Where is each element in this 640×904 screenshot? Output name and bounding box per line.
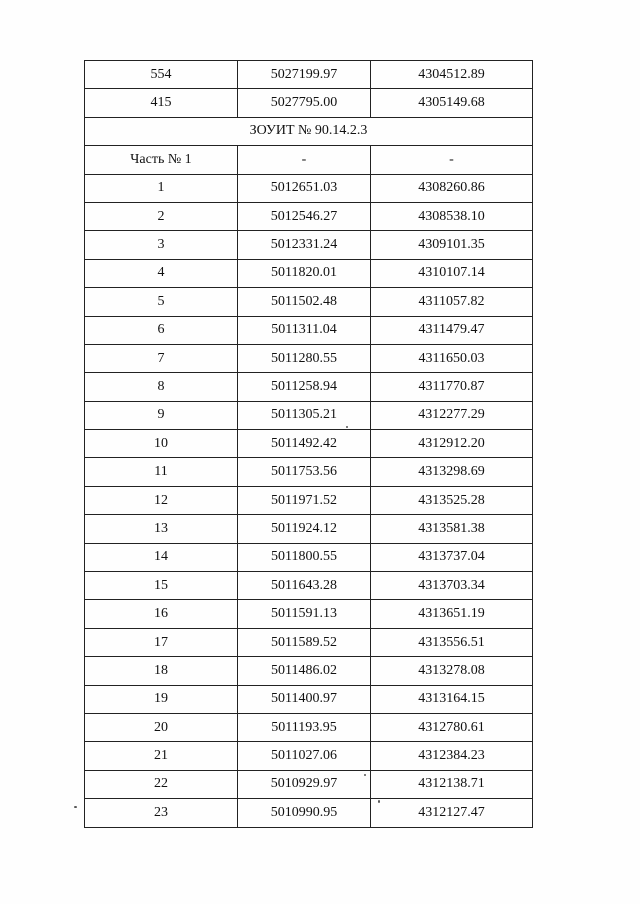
- point-number-cell: 16: [85, 600, 238, 628]
- point-number-cell: 11: [85, 458, 238, 486]
- scan-speck: [346, 426, 348, 428]
- point-number-cell: 23: [85, 799, 238, 827]
- section-header-row: [85, 117, 533, 145]
- y-coordinate-cell: 4313278.08: [371, 657, 533, 685]
- point-number-cell: 17: [85, 628, 238, 656]
- point-number-cell: 10: [85, 430, 238, 458]
- table-row: [85, 770, 533, 798]
- x-coordinate-cell: 5011753.56: [238, 458, 371, 486]
- y-coordinate-cell: 4308538.10: [371, 202, 533, 230]
- point-number-cell: 7: [85, 344, 238, 372]
- y-coordinate-cell: -: [371, 146, 533, 174]
- point-number-cell: 5: [85, 288, 238, 316]
- y-coordinate-cell: 4308260.86: [371, 174, 533, 202]
- y-coordinate-cell: 4313651.19: [371, 600, 533, 628]
- x-coordinate-cell: 5011589.52: [238, 628, 371, 656]
- x-coordinate-cell: 5011305.21: [238, 401, 371, 429]
- part-row: [85, 146, 533, 174]
- table-row: [85, 572, 533, 600]
- point-number-cell: 6: [85, 316, 238, 344]
- table-row: [85, 742, 533, 770]
- table-row: [85, 316, 533, 344]
- point-number-cell: 4: [85, 259, 238, 287]
- table-row: [85, 628, 533, 656]
- x-coordinate-cell: 5012331.24: [238, 231, 371, 259]
- x-coordinate-cell: 5011591.13: [238, 600, 371, 628]
- section-title: ЗОУИТ № 90.14.2.3: [85, 117, 533, 145]
- table-row: [85, 89, 533, 117]
- x-coordinate-cell: 5011820.01: [238, 259, 371, 287]
- table-row: [85, 543, 533, 571]
- point-number-cell: 22: [85, 770, 238, 798]
- x-coordinate-cell: 5011502.48: [238, 288, 371, 316]
- table-row: [85, 61, 533, 89]
- table-row: [85, 174, 533, 202]
- table-row: [85, 373, 533, 401]
- y-coordinate-cell: 4311770.87: [371, 373, 533, 401]
- x-coordinate-cell: 5011486.02: [238, 657, 371, 685]
- x-coordinate-cell: 5011400.97: [238, 685, 371, 713]
- table-row: [85, 713, 533, 741]
- point-number-cell: 9: [85, 401, 238, 429]
- x-coordinate-cell: 5010929.97: [238, 770, 371, 798]
- table-row: [85, 259, 533, 287]
- table-row: [85, 657, 533, 685]
- x-coordinate-cell: 5027795.00: [238, 89, 371, 117]
- coordinates-table-body: [85, 61, 533, 828]
- table-row: [85, 288, 533, 316]
- point-number-cell: 554: [85, 61, 238, 89]
- point-number-cell: 20: [85, 713, 238, 741]
- part-label-cell: Часть № 1: [85, 146, 238, 174]
- x-coordinate-cell: 5011971.52: [238, 486, 371, 514]
- scan-speck: [364, 774, 366, 776]
- x-coordinate-cell: -: [238, 146, 371, 174]
- y-coordinate-cell: 4312138.71: [371, 770, 533, 798]
- y-coordinate-cell: 4312384.23: [371, 742, 533, 770]
- point-number-cell: 1: [85, 174, 238, 202]
- table-row: [85, 344, 533, 372]
- table-row: [85, 799, 533, 827]
- y-coordinate-cell: 4305149.68: [371, 89, 533, 117]
- table-row: [85, 685, 533, 713]
- y-coordinate-cell: 4313298.69: [371, 458, 533, 486]
- x-coordinate-cell: 5012546.27: [238, 202, 371, 230]
- x-coordinate-cell: 5027199.97: [238, 61, 371, 89]
- point-number-cell: 13: [85, 515, 238, 543]
- point-number-cell: 18: [85, 657, 238, 685]
- point-number-cell: 15: [85, 572, 238, 600]
- table-row: [85, 401, 533, 429]
- x-coordinate-cell: 5011924.12: [238, 515, 371, 543]
- y-coordinate-cell: 4311479.47: [371, 316, 533, 344]
- table-row: [85, 486, 533, 514]
- table-row: [85, 515, 533, 543]
- y-coordinate-cell: 4311057.82: [371, 288, 533, 316]
- x-coordinate-cell: 5011280.55: [238, 344, 371, 372]
- y-coordinate-cell: 4304512.89: [371, 61, 533, 89]
- x-coordinate-cell: 5011311.04: [238, 316, 371, 344]
- x-coordinate-cell: 5011492.42: [238, 430, 371, 458]
- table-row: [85, 202, 533, 230]
- x-coordinate-cell: 5011258.94: [238, 373, 371, 401]
- table-row: [85, 430, 533, 458]
- x-coordinate-cell: 5011800.55: [238, 543, 371, 571]
- point-number-cell: 21: [85, 742, 238, 770]
- point-number-cell: 2: [85, 202, 238, 230]
- y-coordinate-cell: 4312277.29: [371, 401, 533, 429]
- y-coordinate-cell: 4313525.28: [371, 486, 533, 514]
- y-coordinate-cell: 4313581.38: [371, 515, 533, 543]
- y-coordinate-cell: 4313556.51: [371, 628, 533, 656]
- y-coordinate-cell: 4313703.34: [371, 572, 533, 600]
- point-number-cell: 12: [85, 486, 238, 514]
- table-row: [85, 458, 533, 486]
- coordinates-table: [84, 60, 533, 828]
- x-coordinate-cell: 5011193.95: [238, 713, 371, 741]
- scan-speck: [378, 800, 380, 803]
- y-coordinate-cell: 4312912.20: [371, 430, 533, 458]
- y-coordinate-cell: 4311650.03: [371, 344, 533, 372]
- y-coordinate-cell: 4310107.14: [371, 259, 533, 287]
- y-coordinate-cell: 4313737.04: [371, 543, 533, 571]
- point-number-cell: 19: [85, 685, 238, 713]
- table-row: [85, 600, 533, 628]
- point-number-cell: 3: [85, 231, 238, 259]
- scan-speck: [74, 806, 77, 808]
- point-number-cell: 14: [85, 543, 238, 571]
- x-coordinate-cell: 5012651.03: [238, 174, 371, 202]
- table-row: [85, 231, 533, 259]
- point-number-cell: 8: [85, 373, 238, 401]
- x-coordinate-cell: 5010990.95: [238, 799, 371, 827]
- y-coordinate-cell: 4312780.61: [371, 713, 533, 741]
- y-coordinate-cell: 4309101.35: [371, 231, 533, 259]
- y-coordinate-cell: 4312127.47: [371, 799, 533, 827]
- x-coordinate-cell: 5011643.28: [238, 572, 371, 600]
- y-coordinate-cell: 4313164.15: [371, 685, 533, 713]
- x-coordinate-cell: 5011027.06: [238, 742, 371, 770]
- point-number-cell: 415: [85, 89, 238, 117]
